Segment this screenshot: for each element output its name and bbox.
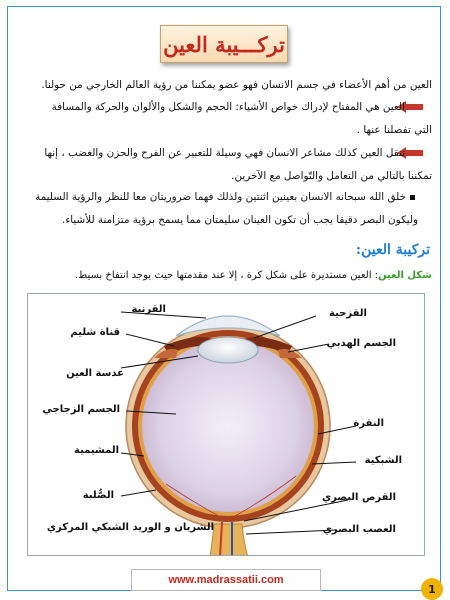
label-ciliary-body: الجسم الهدبي	[326, 338, 396, 349]
paragraph-4-cont: وليكون البصر دقيقا يجب أن تكون العينان سليمتان مما يسمح برؤية متزامنة للأشياء.	[62, 214, 418, 226]
paragraph-2-cont: التي تفصلنا عنها .	[356, 124, 432, 136]
page-number: 1	[428, 582, 436, 596]
label-optic-nerve: العصب البصري	[322, 524, 396, 535]
shape-label: شكل العين	[378, 270, 432, 281]
label-optic-disc: القرص البصري	[321, 492, 396, 503]
vitreous-body	[142, 340, 314, 512]
paragraph-3-cont: تمكننا بالتالي من التعامل والتّواصل مع الآخرين.	[231, 170, 432, 182]
section-title: تركيبة العين:	[355, 242, 430, 258]
paragraph-3: تنقل العين كذلك مشاعر الانسان فهي وسيلة للتعبير عن الفرح والحزن والغضب ، إنها	[44, 147, 405, 159]
label-cornea: القرنية	[131, 304, 166, 315]
paragraph-4: خلق الله سبحانه الانسان بعينين اثنتين ولذلك فهما ضروريتان معا للنظر والرؤية السليمة	[35, 191, 406, 203]
label-vitreous: الجسم الزجاجي	[42, 404, 120, 415]
website-url[interactable]: www.madrassatii.com	[168, 574, 284, 586]
shape-text: : العين مستديرة على شكل كرة ، إلا عند مقدمتها حيث يوجد انتفاخ بسيط.	[74, 270, 379, 281]
label-retina: الشبكية	[364, 455, 402, 466]
lens-shape	[198, 337, 258, 363]
page-title: تركـــيبة العين	[163, 31, 285, 57]
bullet-icon	[410, 195, 415, 200]
page-number-badge	[421, 578, 443, 600]
shape-description	[75, 270, 432, 281]
paragraph-1: العين من أهم الأعضاء في جسم الانسان فهو عضو يمكننا من رؤية العالم الخارجي من حولنا.	[41, 79, 432, 91]
paragraph-2: العين هي المفتاح لإدراك خواص الأشياء: الحجم والشكل والألوان والحركة والمسافة	[51, 101, 405, 113]
label-choroid: المشيمية	[74, 445, 119, 456]
optic-nerve	[210, 524, 248, 556]
label-iris: القزحية	[329, 308, 367, 319]
website-link[interactable]	[131, 569, 321, 591]
eye-diagram	[27, 293, 425, 556]
label-central-vessels: الشريان و الوريد الشبكي المركزي	[46, 522, 214, 533]
label-sclera: الصُّلبة	[82, 490, 114, 501]
label-fovea: النقرة	[353, 418, 384, 429]
title-box	[160, 25, 288, 63]
label-lens: عدسة العين	[66, 368, 124, 379]
label-schlemm-canal: قناة شليم	[70, 327, 120, 338]
